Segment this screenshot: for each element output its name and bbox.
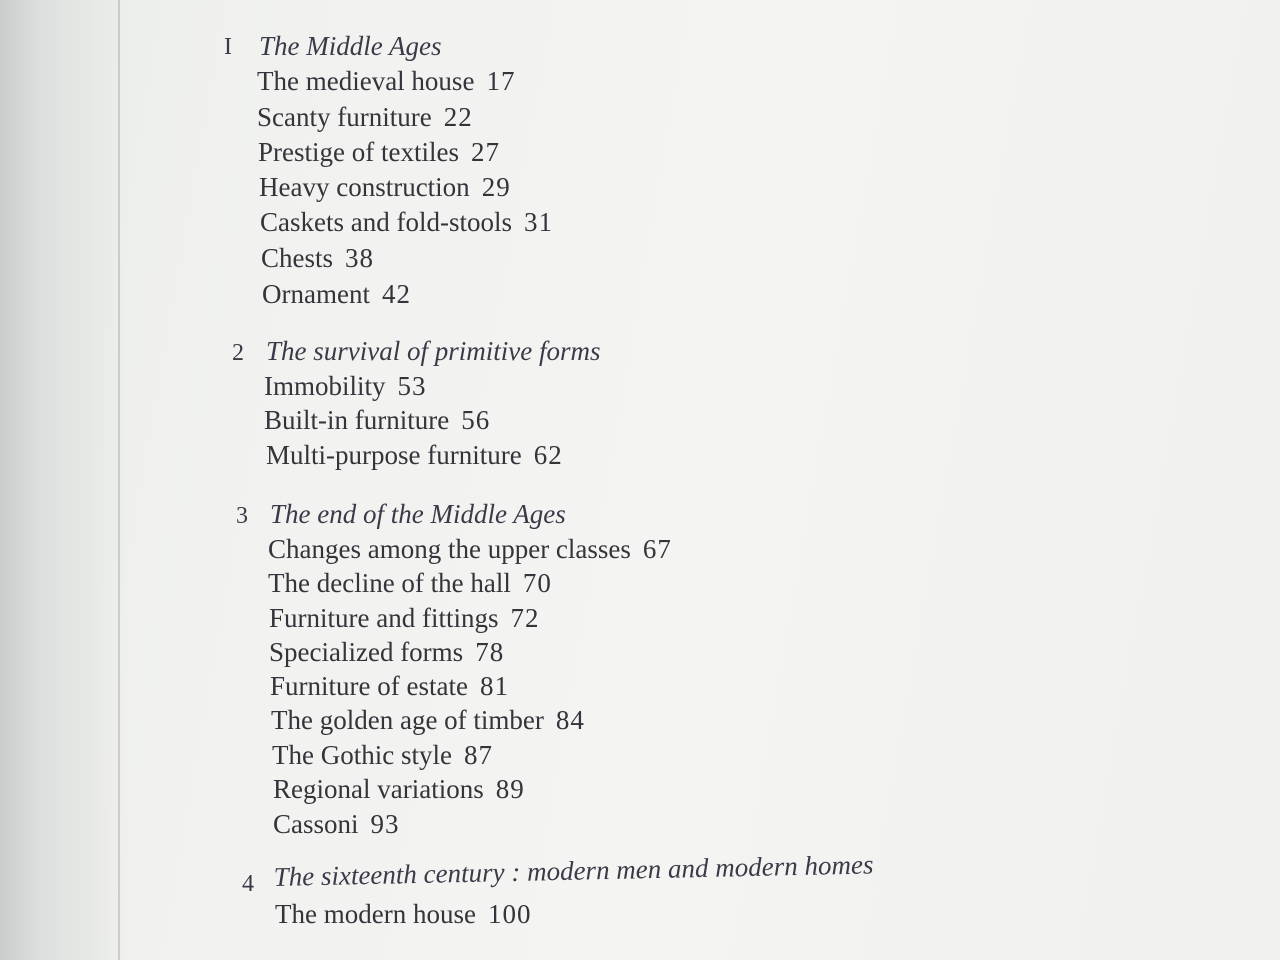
entry-title: The golden age of timber: [271, 705, 544, 735]
entry-title: Changes among the upper classes: [268, 534, 631, 564]
entry-title: Caskets and fold-stools: [260, 207, 512, 237]
chapter-number: 3: [236, 503, 248, 529]
entry-title: Scanty furniture: [257, 102, 432, 132]
entry-title: Specialized forms: [269, 637, 464, 667]
entry-page-number: 93: [370, 809, 400, 839]
entry-page-number: 84: [555, 705, 585, 735]
toc-entry: [266, 440, 563, 471]
entry-page-number: 81: [479, 671, 509, 701]
toc-entry: [271, 705, 585, 736]
toc-entry: [268, 534, 672, 565]
entry-title: Chests: [261, 243, 334, 273]
entry-title: Multi-purpose furniture: [266, 440, 522, 470]
toc-entry: [264, 405, 490, 436]
entry-title: Regional variations: [273, 774, 484, 804]
chapter-title: The survival of primitive forms: [266, 336, 601, 366]
chapter-title: The sixteenth century : modern men and modern homes: [273, 849, 874, 893]
entry-title: Built-in furniture: [264, 405, 450, 435]
entry-page-number: 78: [475, 637, 505, 667]
entry-title: Furniture of estate: [270, 671, 468, 701]
toc-entry: [269, 637, 504, 668]
entry-page-number: 70: [522, 568, 552, 598]
entry-page-number: 72: [510, 603, 540, 633]
entry-title: Furniture and fittings: [269, 603, 499, 633]
entry-page-number: 38: [345, 243, 375, 273]
toc-entry: [258, 137, 500, 168]
entry-page-number: 42: [381, 279, 411, 309]
entry-page-number: 22: [443, 102, 473, 132]
toc-entry: [275, 899, 531, 930]
entry-page-number: 31: [523, 207, 553, 237]
chapter-title: The end of the Middle Ages: [270, 499, 566, 529]
entry-title: The Gothic style: [272, 740, 452, 770]
entry-page-number: 17: [486, 66, 516, 96]
entry-title: Heavy construction: [259, 172, 470, 202]
entry-page-number: 100: [487, 899, 532, 929]
toc-entry: [257, 66, 515, 97]
toc-entry: [257, 102, 473, 133]
entry-page-number: 27: [470, 137, 500, 167]
toc-entry: [273, 774, 525, 805]
toc-entry: [268, 568, 552, 599]
toc-entry: [260, 207, 553, 238]
chapter-number: I: [224, 34, 232, 60]
entry-page-number: 56: [461, 405, 491, 435]
entry-page-number: 29: [481, 172, 511, 202]
entry-title: Prestige of textiles: [258, 137, 459, 167]
toc-entry: [270, 671, 509, 702]
entry-title: The medieval house: [257, 66, 475, 96]
chapter-number: 2: [232, 340, 244, 366]
toc-entry: [273, 809, 400, 840]
entry-page-number: 53: [397, 371, 427, 401]
entry-title: Ornament: [262, 279, 370, 309]
entry-page-number: 87: [463, 740, 493, 770]
entry-title: The decline of the hall: [268, 568, 511, 598]
entry-title: The modern house: [275, 899, 476, 929]
toc-entry: [272, 740, 493, 771]
toc-entry: [259, 172, 511, 203]
entry-title: Cassoni: [273, 809, 359, 839]
entry-title: Immobility: [264, 371, 386, 401]
chapter-title: The Middle Ages: [259, 31, 442, 61]
toc-entry: [262, 279, 411, 310]
toc-entry: [261, 243, 374, 274]
toc-entry: [269, 603, 539, 634]
toc-entry: [264, 371, 427, 402]
entry-page-number: 89: [495, 774, 525, 804]
chapter-number: 4: [242, 871, 254, 897]
entry-page-number: 62: [533, 440, 563, 470]
entry-page-number: 67: [642, 534, 672, 564]
